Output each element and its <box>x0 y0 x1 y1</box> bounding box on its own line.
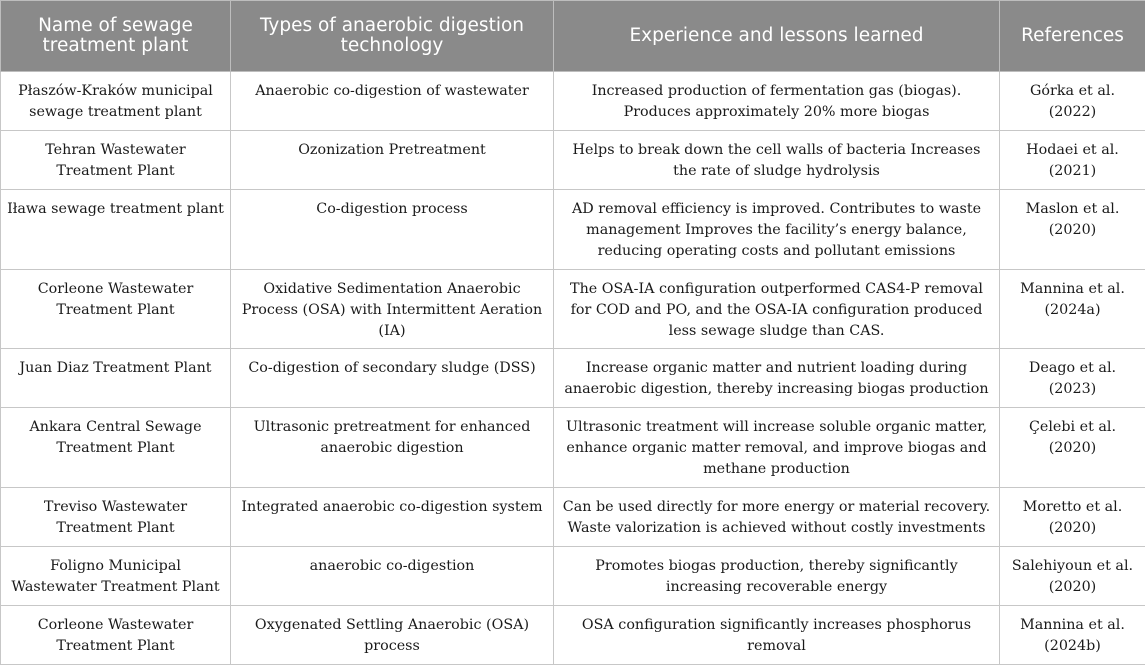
cell-experience: Promotes biogas production, thereby significantly increasing recoverable energy <box>554 547 1000 606</box>
cell-experience: Increase organic matter and nutrient loading during anaerobic digestion, thereby increasing biogas production <box>554 349 1000 408</box>
cell-reference: Salehiyoun et al. (2020) <box>1000 547 1145 606</box>
cell-reference: Mannina et al. (2024b) <box>1000 606 1145 665</box>
cell-plant-name: Corleone Wastewater Treatment Plant <box>1 606 231 665</box>
cell-technology-type: Ultrasonic pretreatment for enhanced anaerobic digestion <box>231 408 554 488</box>
cell-plant-name: Iława sewage treatment plant <box>1 190 231 270</box>
table-row <box>1 270 1145 349</box>
header-experience: Experience and lessons learned <box>554 1 1000 72</box>
cell-reference: Hodaei et al. (2021) <box>1000 131 1145 190</box>
cell-technology-type: Anaerobic co-digestion of wastewater <box>231 72 554 131</box>
cell-technology-type: anaerobic co-digestion <box>231 547 554 606</box>
cell-plant-name: Ankara Central Sewage Treatment Plant <box>1 408 231 488</box>
cell-plant-name: Tehran Wastewater Treatment Plant <box>1 131 231 190</box>
cell-technology-type: Co-digestion process <box>231 190 554 270</box>
cell-reference: Çelebi et al. (2020) <box>1000 408 1145 488</box>
table-row <box>1 488 1145 547</box>
cell-experience: OSA configuration significantly increases phosphorus removal <box>554 606 1000 665</box>
cell-reference: Moretto et al. (2020) <box>1000 488 1145 547</box>
cell-technology-type: Integrated anaerobic co-digestion system <box>231 488 554 547</box>
cell-reference: Górka et al. (2022) <box>1000 72 1145 131</box>
cell-reference: Maslon et al. (2020) <box>1000 190 1145 270</box>
table-row <box>1 131 1145 190</box>
table-row <box>1 349 1145 408</box>
cell-experience: The OSA-IA configuration outperformed CAS4-P removal for COD and PO, and the OSA-IA configuration produced less sewage sludge than CAS. <box>554 270 1000 349</box>
table-header <box>1 1 1145 72</box>
table-body <box>1 72 1145 665</box>
cell-plant-name: Treviso Wastewater Treatment Plant <box>1 488 231 547</box>
header-technology-type: Types of anaerobic digestion technology <box>231 1 554 72</box>
cell-experience: AD removal efficiency is improved. Contributes to waste management Improves the facility’s energy balance, reducing operating costs and pollutant emissions <box>554 190 1000 270</box>
table-row <box>1 72 1145 131</box>
cell-experience: Helps to break down the cell walls of bacteria Increases the rate of sludge hydrolysis <box>554 131 1000 190</box>
cell-plant-name: Foligno Municipal Wastewater Treatment Plant <box>1 547 231 606</box>
cell-reference: Deago et al. (2023) <box>1000 349 1145 408</box>
cell-reference: Mannina et al. (2024a) <box>1000 270 1145 349</box>
cell-plant-name: Juan Diaz Treatment Plant <box>1 349 231 408</box>
header-references: References <box>1000 1 1145 72</box>
cell-technology-type: Co-digestion of secondary sludge (DSS) <box>231 349 554 408</box>
cell-experience: Ultrasonic treatment will increase soluble organic matter, enhance organic matter removal, and improve biogas and methane production <box>554 408 1000 488</box>
cell-experience: Increased production of fermentation gas (biogas). Produces approximately 20% more biogas <box>554 72 1000 131</box>
table-row <box>1 190 1145 270</box>
header-row <box>1 1 1145 72</box>
cell-technology-type: Oxidative Sedimentation Anaerobic Process (OSA) with Intermittent Aeration (IA) <box>231 270 554 349</box>
cell-plant-name: Corleone Wastewater Treatment Plant <box>1 270 231 349</box>
table-row <box>1 606 1145 665</box>
cell-technology-type: Oxygenated Settling Anaerobic (OSA) process <box>231 606 554 665</box>
cell-technology-type: Ozonization Pretreatment <box>231 131 554 190</box>
cell-experience: Can be used directly for more energy or material recovery. Waste valorization is achieved without costly investments <box>554 488 1000 547</box>
header-plant-name: Name of sewage treatment plant <box>1 1 231 72</box>
table-row <box>1 547 1145 606</box>
cell-plant-name: Płaszów-Kraków municipal sewage treatment plant <box>1 72 231 131</box>
table-row <box>1 408 1145 488</box>
